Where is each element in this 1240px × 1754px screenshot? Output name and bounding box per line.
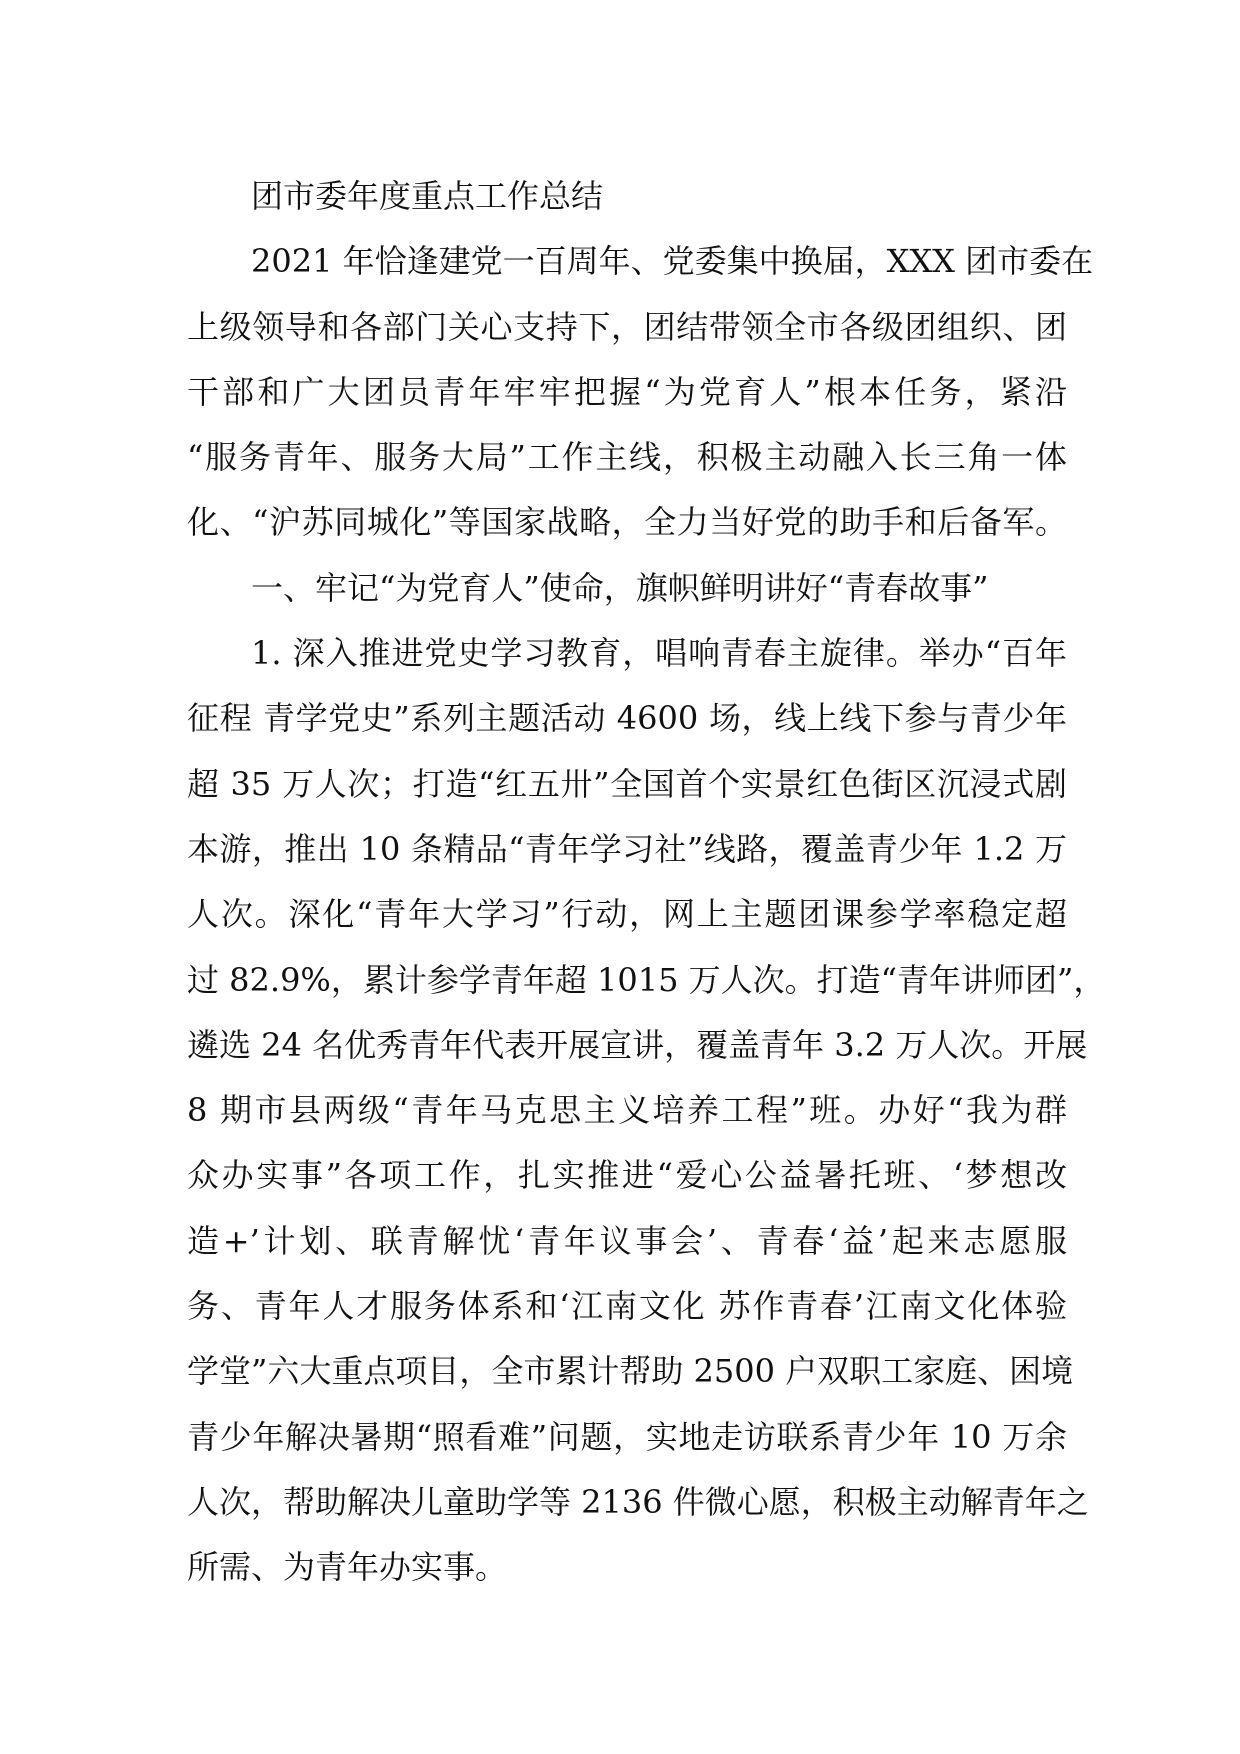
section-heading xyxy=(187,556,1067,621)
document-body xyxy=(187,164,1106,1601)
paragraph-line: 1. 深入推进党史学习教育，唱响青春主旋律。举办“百年 xyxy=(251,634,1067,673)
paragraph-line: 所需、为青年办实事。 xyxy=(187,1548,508,1587)
paragraph-line: 人次。深化“青年大学习”行动，网上主题团课参学率稳定超 xyxy=(187,895,1067,934)
paragraph-line: 务、青年人才服务体系和‘江南文化 苏作青春’江南文化体验 xyxy=(187,1287,1067,1326)
paragraph-line: 学堂”六大重点项目，全市累计帮助 2500 户双职工家庭、困境 xyxy=(187,1352,1074,1391)
paragraph-line: 8 期市县两级“青年马克思主义培养工程”班。办好“我为群 xyxy=(187,1091,1067,1130)
paragraph-line: 征程 青学党史”系列主题活动 4600 场，线上线下参与青少年 xyxy=(187,699,1067,738)
paragraph-line: 干部和广大团员青年牢牢把握“为党育人”根本任务，紧沿 xyxy=(187,372,1067,411)
paragraph-line: 上级领导和各部门关心支持下，团结带领全市各级团组织、团 xyxy=(187,307,1067,346)
paragraph-line: 青少年解决暑期“照看难”问题，实地走访联系青少年 10 万余 xyxy=(187,1417,1067,1456)
paragraph-line: 人次，帮助解决儿童助学等 2136 件微心愿，积极主动解青年之 xyxy=(187,1482,1089,1521)
paragraph-line: 超 35 万人次；打造“红五卅”全国首个实景红色街区沉浸式剧 xyxy=(187,764,1067,803)
paragraph-line: 造+’计划、联青解忧‘青年议事会’、青春‘益’起来志愿服 xyxy=(187,1221,1067,1260)
paragraph-line: 众办实事”各项工作，扎实推进“爱心公益暑托班、‘梦想改 xyxy=(187,1156,1067,1195)
paragraph-intro xyxy=(187,229,1094,555)
document-title: 团市委年度重点工作总结 xyxy=(251,177,604,215)
paragraph-line: 过 82.9%，累计参学青年超 1015 万人次。打造“青年讲师团”， xyxy=(187,960,1106,999)
paragraph-line: 遴选 24 名优秀青年代表开展宣讲，覆盖青年 3.2 万人次。开展 xyxy=(187,1025,1088,1064)
paragraph-line: 2021 年恰逢建党一百周年、党委集中换届，XXX 团市委在 xyxy=(251,242,1094,281)
paragraph-line: 化、“沪苏同城化”等国家战略，全力当好党的助手和后备军。 xyxy=(187,503,1067,542)
paragraph-line: “服务青年、服务大局”工作主线，积极主动融入长三角一体 xyxy=(187,438,1067,477)
paragraph-item-1 xyxy=(187,621,1106,1600)
section-heading-text: 一、牢记“为党育人”使命，旗帜鲜明讲好“青春故事” xyxy=(251,568,989,607)
paragraph-line: 本游，推出 10 条精品“青年学习社”线路，覆盖青少年 1.2 万 xyxy=(187,829,1067,868)
